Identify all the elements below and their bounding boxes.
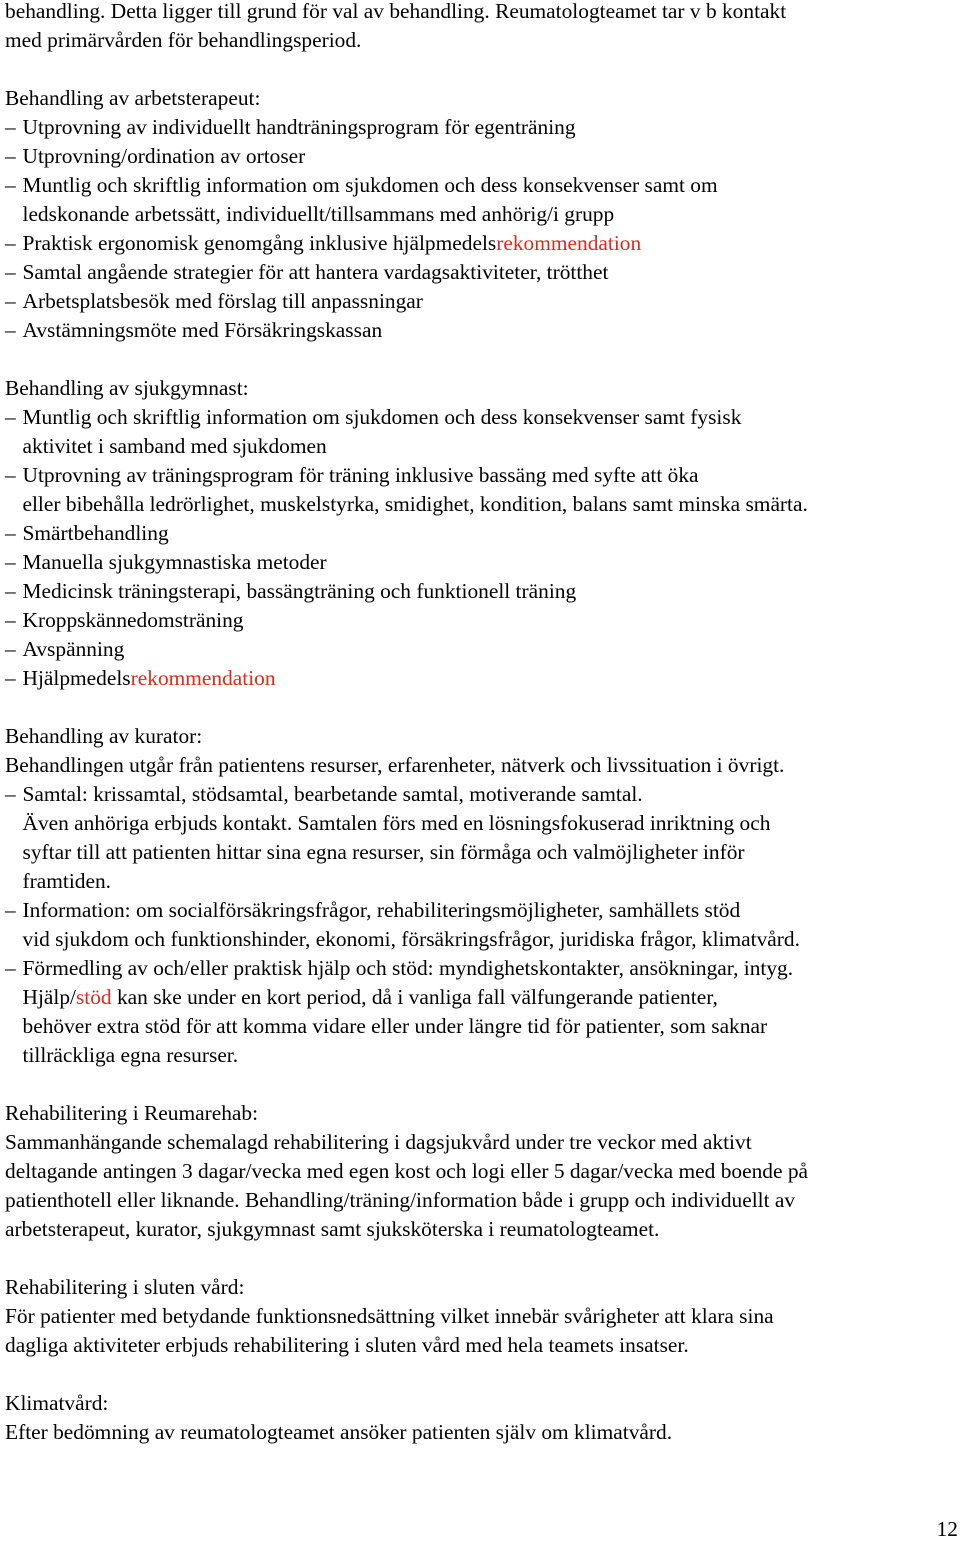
- list-item-continuation: tillräckliga egna resurser.: [22, 1043, 239, 1067]
- list-item: – Smärtbehandling: [5, 519, 957, 548]
- page-number: 12: [936, 1517, 958, 1541]
- intro-line: med primärvården för behandlingsperiod.: [5, 28, 362, 52]
- dash-bullet: –: [5, 521, 16, 545]
- reumarehab-section: [5, 1099, 957, 1244]
- list-item: – Manuella sjukgymnastiska metoder: [5, 548, 957, 577]
- dash-bullet: –: [5, 289, 16, 313]
- list-item-continuation: syftar till att patienten hittar sina egna resurser, sin förmåga och valmöjligheter inför: [22, 840, 745, 864]
- list-item: – Avstämningsmöte med Försäkringskassan: [5, 316, 957, 345]
- paragraph-line: Efter bedömning av reumatologteamet ansöker patienten själv om klimatvård.: [5, 1420, 673, 1444]
- arbetsterapeut-section: [5, 84, 957, 345]
- dash-bullet: –: [5, 956, 16, 980]
- list-item-continuation: eller bibehålla ledrörlighet, muskelstyrka, smidighet, kondition, balans samt minska smärta.: [22, 492, 808, 516]
- list-item: – Förmedling av och/eller praktisk hjälp och stöd: myndighetskontakter, ansökningar, intyg.: [5, 954, 957, 983]
- arbetsterapeut-heading: Behandling av arbetsterapeut:: [5, 86, 261, 110]
- list-item: – Muntlig och skriftlig information om sjukdomen och dess konsekvenser samt om: [5, 171, 957, 200]
- paragraph-line: patienthotell eller liknande. Behandling/träning/information både i grupp och individuellt av: [5, 1188, 796, 1212]
- dash-bullet: –: [5, 579, 16, 603]
- klimatvard-section: [5, 1389, 957, 1447]
- highlight-rekommendation: rekommendation: [130, 666, 276, 690]
- list-item: – Praktisk ergonomisk genomgång inklusive hjälpmedelsrekommendation: [5, 229, 957, 258]
- dash-bullet: –: [5, 637, 16, 661]
- list-item: – Hjälpmedelsrekommendation: [5, 664, 957, 693]
- reumarehab-heading: Rehabilitering i Reumarehab:: [5, 1101, 259, 1125]
- list-item: – Information: om socialförsäkringsfrågor, rehabiliteringsmöjligheter, samhällets stöd: [5, 896, 957, 925]
- paragraph-line: arbetsterapeut, kurator, sjukgymnast samt sjuksköterska i reumatologteamet.: [5, 1217, 660, 1241]
- sluten-vard-section: [5, 1273, 957, 1360]
- dash-bullet: –: [5, 405, 16, 429]
- dash-bullet: –: [5, 231, 16, 255]
- dash-bullet: –: [5, 782, 16, 806]
- list-item: – Avspänning: [5, 635, 957, 664]
- dash-bullet: –: [5, 666, 16, 690]
- sjukgymnast-heading: Behandling av sjukgymnast:: [5, 376, 249, 400]
- paragraph-line: Sammanhängande schemalagd rehabilitering i dagsjukvård under tre veckor med aktivt: [5, 1130, 752, 1154]
- intro-paragraph: [5, 0, 957, 55]
- list-item-continuation: framtiden.: [22, 869, 111, 893]
- kurator-heading: Behandling av kurator:: [5, 724, 203, 748]
- kurator-intro: Behandlingen utgår från patientens resurser, erfarenheter, nätverk och livssituation i övrigt.: [5, 753, 785, 777]
- list-item: – Kroppskännedomsträning: [5, 606, 957, 635]
- list-item-continuation: Hjälp/stöd kan ske under en kort period, då i vanliga fall välfungerande patienter,: [22, 985, 718, 1009]
- list-item: – Samtal: krissamtal, stödsamtal, bearbetande samtal, motiverande samtal.: [5, 780, 957, 809]
- list-item-continuation: aktivitet i samband med sjukdomen: [22, 434, 327, 458]
- list-item: – Medicinsk träningsterapi, bassängträning och funktionell träning: [5, 577, 957, 606]
- dash-bullet: –: [5, 550, 16, 574]
- list-item-continuation: vid sjukdom och funktionshinder, ekonomi, försäkringsfrågor, juridiska frågor, klimatvård.: [22, 927, 800, 951]
- list-item: – Arbetsplatsbesök med förslag till anpassningar: [5, 287, 957, 316]
- list-item: – Muntlig och skriftlig information om sjukdomen och dess konsekvenser samt fysisk: [5, 403, 957, 432]
- list-item: – Utprovning av träningsprogram för träning inklusive bassäng med syfte att öka: [5, 461, 957, 490]
- list-item: – Utprovning av individuellt handträningsprogram för egenträning: [5, 113, 957, 142]
- dash-bullet: –: [5, 463, 16, 487]
- sjukgymnast-section: [5, 374, 957, 693]
- dash-bullet: –: [5, 144, 16, 168]
- kurator-section: [5, 722, 957, 1070]
- document-page: [5, 0, 957, 1476]
- sluten-vard-heading: Rehabilitering i sluten vård:: [5, 1275, 245, 1299]
- paragraph-line: dagliga aktiviteter erbjuds rehabilitering i sluten vård med hela teamets insatser.: [5, 1333, 689, 1357]
- list-item-continuation: behöver extra stöd för att komma vidare eller under längre tid för patienter, som saknar: [22, 1014, 768, 1038]
- paragraph-line: För patienter med betydande funktionsnedsättning vilket innebär svårigheter att klara sina: [5, 1304, 774, 1328]
- dash-bullet: –: [5, 260, 16, 284]
- paragraph-line: deltagande antingen 3 dagar/vecka med egen kost och logi eller 5 dagar/vecka med boende på: [5, 1159, 809, 1183]
- dash-bullet: –: [5, 173, 16, 197]
- list-item-continuation: ledskonande arbetssätt, individuellt/tillsammans med anhörig/i grupp: [22, 202, 615, 226]
- list-item-continuation: Även anhöriga erbjuds kontakt. Samtalen förs med en lösningsfokuserad inriktning och: [22, 811, 771, 835]
- list-item: – Utprovning/ordination av ortoser: [5, 142, 957, 171]
- intro-line: behandling. Detta ligger till grund för val av behandling. Reumatologteamet tar v b kontakt: [5, 0, 787, 23]
- klimatvard-heading: Klimatvård:: [5, 1391, 109, 1415]
- dash-bullet: –: [5, 115, 16, 139]
- dash-bullet: –: [5, 608, 16, 632]
- highlight-rekommendation: rekommendation: [496, 231, 642, 255]
- list-item: – Samtal angående strategier för att hantera vardagsaktiviteter, trötthet: [5, 258, 957, 287]
- dash-bullet: –: [5, 898, 16, 922]
- dash-bullet: –: [5, 318, 16, 342]
- highlight-stod: stöd: [75, 985, 112, 1009]
